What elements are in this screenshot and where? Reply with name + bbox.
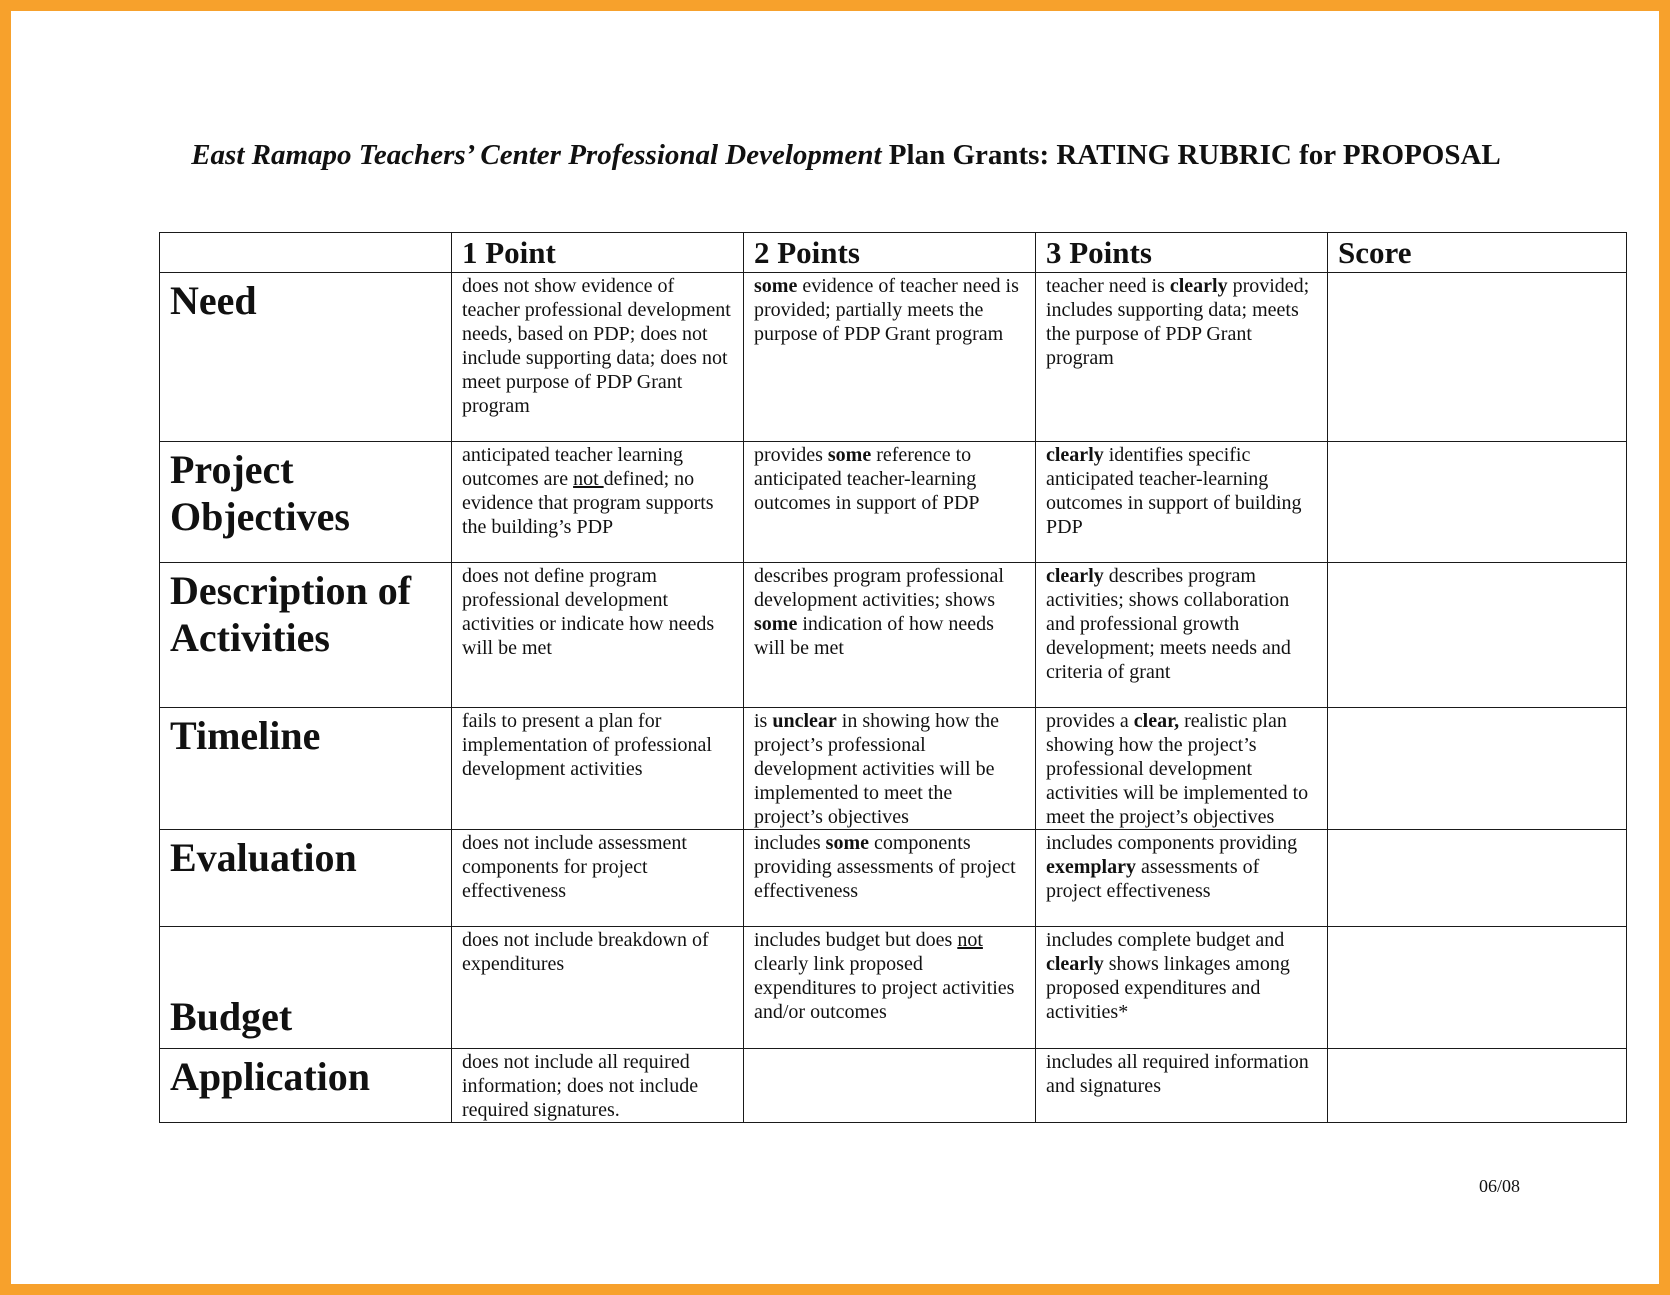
cell-2-points xyxy=(744,563,1036,708)
cell-text: evidence of teacher need is provided; partially meets the purpose of PDP Grant program xyxy=(754,275,1019,345)
cell-1-point xyxy=(452,563,744,708)
page-title xyxy=(11,139,1670,172)
cell-score xyxy=(1328,1049,1627,1123)
cell-1-point xyxy=(452,708,744,830)
cell-3-points xyxy=(1036,830,1328,927)
underlined-text: not xyxy=(957,929,983,951)
cell-text: does not include all required information; does not include required signatures. xyxy=(462,1051,699,1121)
header-3-points: 3 Points xyxy=(1036,233,1328,273)
cell-text: describes program activities; shows collaboration and professional growth development; meets needs and criteria of grant xyxy=(1046,565,1291,683)
cell-2-points xyxy=(744,442,1036,563)
cell-1-point xyxy=(452,927,744,1049)
cell-text: includes complete budget and xyxy=(1046,929,1285,951)
rubric-table xyxy=(159,232,1627,1123)
cell-text: provides xyxy=(754,444,828,466)
row-need xyxy=(160,273,1627,442)
cell-text: assessments of project effectiveness xyxy=(1046,856,1260,902)
cell-text: reference to anticipated teacher-learning outcomes in support of PDP xyxy=(754,444,980,514)
cell-text: is xyxy=(754,710,773,732)
emphasis-text: clearly xyxy=(1046,953,1104,975)
emphasis-text: clearly xyxy=(1046,444,1104,466)
cell-1-point xyxy=(452,1049,744,1123)
criterion-timeline: Timeline xyxy=(160,708,452,830)
cell-3-points xyxy=(1036,442,1328,563)
cell-3-points xyxy=(1036,927,1328,1049)
emphasis-text: exemplary xyxy=(1046,856,1136,878)
cell-text: clearly link proposed expenditures to project activities and/or outcomes xyxy=(754,953,1015,1023)
cell-1-point xyxy=(452,273,744,442)
title-italic: East Ramapo Teachers’ Center Professional Development xyxy=(191,139,882,171)
cell-3-points xyxy=(1036,1049,1328,1123)
cell-text: describes program professional development activities; shows xyxy=(754,565,1004,611)
emphasis-text: some xyxy=(754,275,798,297)
cell-text: indication of how needs will be met xyxy=(754,613,994,659)
title-plain: Plan Grants: RATING RUBRIC for PROPOSAL xyxy=(881,139,1501,171)
emphasis-text: some xyxy=(754,613,798,635)
cell-text: includes xyxy=(754,832,826,854)
underlined-text: not xyxy=(573,468,604,490)
cell-text: shows linkages among proposed expenditures and activities* xyxy=(1046,953,1290,1023)
header-2-points: 2 Points xyxy=(744,233,1036,273)
criterion-project-objectives: Project Objectives xyxy=(160,442,452,563)
cell-text: identifies specific anticipated teacher-learning outcomes in support of building PDP xyxy=(1046,444,1302,538)
cell-text: does not include assessment components for project effectiveness xyxy=(462,832,687,902)
cell-text: includes budget but does xyxy=(754,929,958,951)
cell-text: components providing assessments of project effectiveness xyxy=(754,832,1016,902)
cell-text: includes all required information and signatures xyxy=(1046,1051,1309,1097)
cell-text: teacher need is xyxy=(1046,275,1170,297)
criterion-evaluation: Evaluation xyxy=(160,830,452,927)
cell-2-points xyxy=(744,927,1036,1049)
cell-score xyxy=(1328,927,1627,1049)
cell-1-point xyxy=(452,830,744,927)
cell-text: provides a xyxy=(1046,710,1134,732)
header-row xyxy=(160,233,1627,273)
emphasis-text: some xyxy=(825,832,869,854)
emphasis-text: some xyxy=(827,444,872,466)
row-description-of-activities xyxy=(160,563,1627,708)
row-budget xyxy=(160,927,1627,1049)
emphasis-text: clearly xyxy=(1046,565,1104,587)
cell-text: provided; includes supporting data; meets the purpose of PDP Grant program xyxy=(1046,275,1310,369)
criterion-need: Need xyxy=(160,273,452,442)
cell-text: defined; no evidence that program supports the building’s PDP xyxy=(462,468,714,538)
cell-score xyxy=(1328,273,1627,442)
cell-2-points xyxy=(744,830,1036,927)
cell-text: fails to present a plan for implementation of professional development activities xyxy=(462,710,712,780)
cell-score xyxy=(1328,830,1627,927)
emphasis-text: clear, xyxy=(1133,710,1180,732)
cell-text: anticipated teacher learning outcomes are xyxy=(462,444,683,490)
cell-3-points xyxy=(1036,563,1328,708)
emphasis-text: clearly xyxy=(1169,275,1228,297)
row-project-objectives xyxy=(160,442,1627,563)
cell-text: does not include breakdown of expenditures xyxy=(462,929,709,975)
cell-3-points xyxy=(1036,708,1328,830)
header-1-point: 1 Point xyxy=(452,233,744,273)
cell-1-point xyxy=(452,442,744,563)
cell-text: does not show evidence of teacher professional development needs, based on PDP; does not include supporting data; does not meet purpose of PDP Grant program xyxy=(462,275,731,417)
emphasis-text: unclear xyxy=(772,710,837,732)
row-timeline xyxy=(160,708,1627,830)
row-application xyxy=(160,1049,1627,1123)
cell-text: in showing how the project’s professional development activities will be implemented to meet the project’s objectives xyxy=(754,710,999,828)
cell-score xyxy=(1328,442,1627,563)
header-criterion xyxy=(160,233,452,273)
footer-date: 06/08 xyxy=(1479,1176,1521,1196)
criterion-application: Application xyxy=(160,1049,452,1123)
header-score: Score xyxy=(1328,233,1627,273)
cell-text: includes components providing xyxy=(1046,832,1298,854)
cell-text: realistic plan showing how the project’s professional development activities will be implemented to meet the project’s objectives xyxy=(1046,710,1309,828)
cell-2-points xyxy=(744,273,1036,442)
criterion-description-of-activities: Description of Activities xyxy=(160,563,452,708)
cell-3-points xyxy=(1036,273,1328,442)
cell-score xyxy=(1328,708,1627,830)
cell-score xyxy=(1328,563,1627,708)
cell-text: does not define program professional development activities or indicate how needs will be met xyxy=(462,565,715,659)
row-evaluation xyxy=(160,830,1627,927)
cell-2-points xyxy=(744,1049,1036,1123)
criterion-budget: Budget xyxy=(160,927,452,1049)
cell-2-points xyxy=(744,708,1036,830)
